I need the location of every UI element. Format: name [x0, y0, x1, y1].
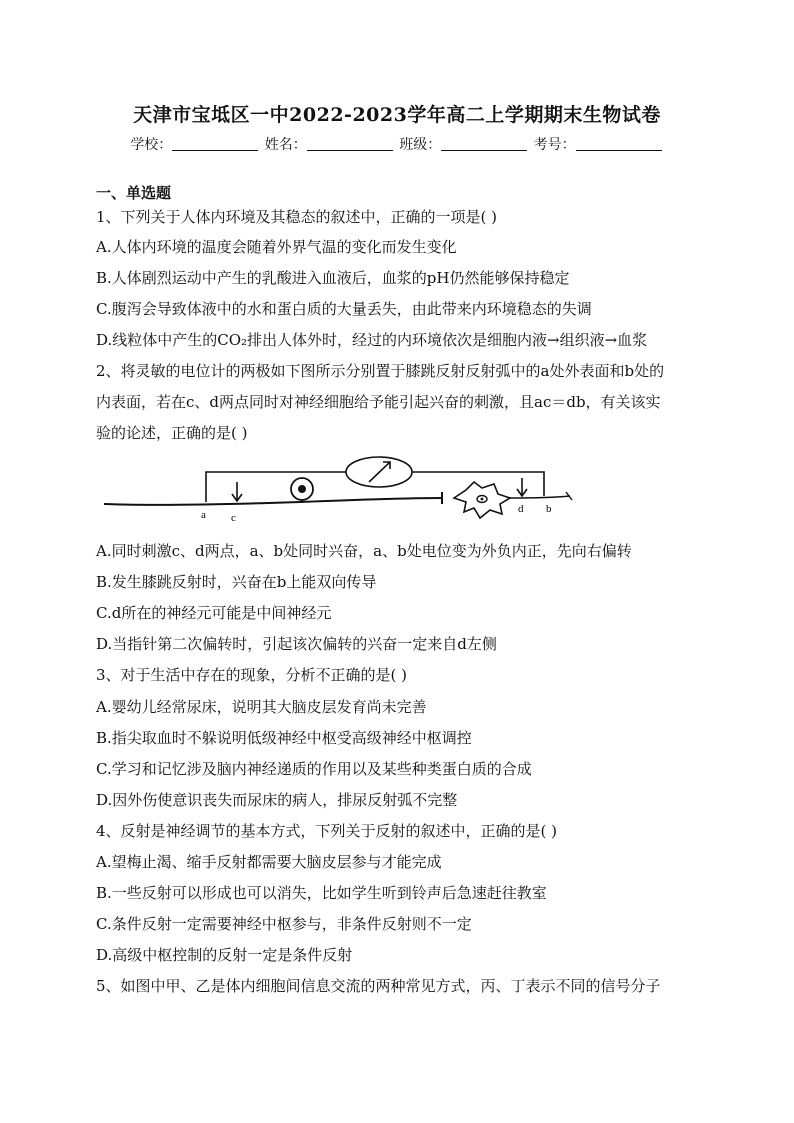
question-4-stem: 4、反射是神经调节的基本方式，下列关于反射的叙述中，正确的是( ) [96, 822, 558, 840]
exam-number-blank[interactable] [576, 136, 662, 151]
question-4-option-c: C.条件反射一定需要神经中枢参与，非条件反射则不一定 [96, 915, 472, 933]
question-3-option-c: C.学习和记忆涉及脑内神经递质的作用以及某些种类蛋白质的合成 [96, 760, 532, 778]
label-d: d [518, 503, 524, 515]
question-1-option-a: A.人体内环境的温度会随着外界气温的变化而发生变化 [96, 238, 457, 256]
question-2-option-d: D.当指针第二次偏转时，引起该次偏转的兴奋一定来自d左侧 [96, 635, 497, 653]
question-2-option-c: C.d所在的神经元可能是中间神经元 [96, 604, 332, 622]
question-5-stem: 5、如图中甲、乙是体内细胞间信息交流的两种常见方式，丙、丁表示不同的信号分子 [96, 977, 661, 995]
question-2-stem-line-1: 2、将灵敏的电位计的两极如下图所示分别置于膝跳反射反射弧中的a处外表面和b处的 [96, 362, 665, 380]
exam-number-label: 考号： [533, 137, 576, 153]
name-label: 姓名： [264, 137, 307, 153]
class-label: 班级： [399, 137, 442, 153]
label-a: a [201, 509, 206, 521]
question-1-option-c: C.腹泻会导致体液中的水和蛋白质的大量丢失，由此带来内环境稳态的失调 [96, 300, 592, 318]
question-4-option-d: D.高级中枢控制的反射一定是条件反射 [96, 946, 353, 964]
page-title: 天津市宝坻区一中2022-2023学年高二上学期期末生物试卷 [133, 104, 661, 126]
student-info-row [0, 134, 794, 154]
question-1-stem: 1、下列关于人体内环境及其稳态的叙述中，正确的一项是( ) [96, 208, 498, 226]
question-2-option-b: B.发生膝跳反射时，兴奋在b上能双向传导 [96, 573, 377, 591]
question-1-option-d: D.线粒体中产生的CO₂排出人体外时，经过的内环境依次是细胞内液→组织液→血浆 [96, 331, 648, 349]
reflex-arc-diagram [100, 452, 580, 524]
question-4-option-a: A.望梅止渴、缩手反射都需要大脑皮层参与才能完成 [96, 853, 442, 871]
question-2-option-a: A.同时刺激c、d两点，a、b处同时兴奋，a、b处电位变为外负内正，先向右偏转 [96, 542, 632, 560]
school-label: 学校： [130, 137, 173, 153]
question-1-option-b: B.人体剧烈运动中产生的乳酸进入血液后，血浆的pH仍然能够保持稳定 [96, 269, 570, 287]
question-3-option-d: D.因外伤使意识丧失而尿床的病人，排尿反射弧不完整 [96, 791, 458, 809]
school-blank[interactable] [172, 136, 258, 151]
question-2-stem-line-2: 内表面，若在c、d两点同时对神经细胞给予能引起兴奋的刺激，且ac＝db，有关该实 [96, 393, 661, 411]
section-title: 一、单选题 [96, 184, 172, 202]
class-blank[interactable] [441, 136, 527, 151]
question-3-option-a: A.婴幼儿经常尿床，说明其大脑皮层发育尚未完善 [96, 698, 427, 716]
question-2-stem-line-3: 验的论述，正确的是( ) [96, 424, 248, 442]
question-4-option-b: B.一些反射可以形成也可以消失，比如学生听到铃声后急速赶往教室 [96, 884, 547, 902]
label-b: b [546, 503, 552, 515]
question-3-stem: 3、对于生活中存在的现象，分析不正确的是( ) [96, 666, 408, 684]
question-3-option-b: B.指尖取血时不躲说明低级神经中枢受高级神经中枢调控 [96, 729, 472, 747]
label-c: c [231, 512, 236, 524]
name-blank[interactable] [307, 136, 393, 151]
